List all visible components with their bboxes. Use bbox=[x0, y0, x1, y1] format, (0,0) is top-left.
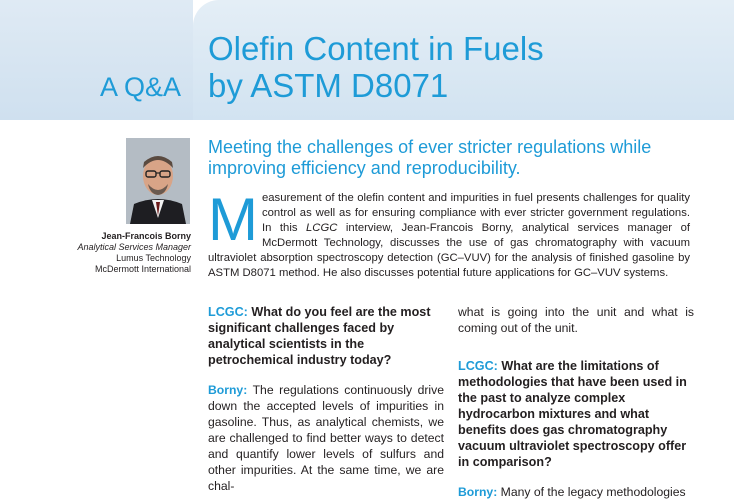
intro-text-1: easurement of the olefin content and impurities in fuel presents challenges for quality control as well as for ensuring compliance with ever stricter government regulations. In this bbox=[261, 192, 690, 235]
author-photo bbox=[126, 138, 190, 224]
answer-2 bbox=[458, 484, 694, 500]
author-name: Jean-Francois Borny bbox=[101, 231, 191, 241]
question-1-text: What do you feel are the most significant challenges faced by analytical scientists in the petrochemical industry today? bbox=[208, 305, 431, 367]
intro-italic: LCGC bbox=[306, 222, 338, 235]
answer-1 bbox=[208, 382, 444, 494]
article-title bbox=[208, 30, 544, 104]
question-1-label: LCGC: bbox=[208, 305, 248, 319]
column-1 bbox=[208, 304, 444, 494]
answer-2-text: Many of the legacy methodologies bbox=[497, 485, 686, 499]
drop-cap: M bbox=[208, 186, 258, 253]
author-role: Analytical Services Manager bbox=[77, 242, 191, 252]
answer-1-continued: what is going into the unit and what is coming out of the unit. bbox=[458, 305, 694, 335]
answer-1-text: The regulations continuously drive down the accepted levels of impurities in gasoline. Thus, as analytical chemists, we are challenged to find better ways to detect and quantify lower levels of sulfurs and other impurities. At the same time, we are chal- bbox=[208, 383, 444, 493]
section-label: A Q&A bbox=[99, 72, 181, 102]
author-bio bbox=[77, 231, 191, 275]
intro-text-2: interview, Jean-Francois Borny, analytical services manager of McDermott Technology, discusses the use of gas chromatography with vacuum ultraviolet absorption spectroscopy detection (GC–VUV) for the analysis of finished gasoline by ASTM D8071 method. He also discusses potential future applications for GC–VUV systems. bbox=[208, 222, 691, 280]
answer-1-label: Borny: bbox=[208, 383, 248, 397]
question-2-text: What are the limitations of methodologies that have been used in the past to analyze complex hydrocarbon mixtures and what benefits does gas chromatography vacuum ultraviolet spectroscopy offer in comparison? bbox=[458, 359, 687, 469]
question-1 bbox=[208, 304, 444, 368]
article-subtitle: Meeting the challenges of ever stricter regulations while improving efficiency and reproducibility. bbox=[208, 137, 652, 178]
question-2-label: LCGC: bbox=[458, 359, 498, 373]
question-2 bbox=[458, 358, 694, 470]
intro-paragraph bbox=[208, 186, 691, 282]
title-line-1: Olefin Content in Fuels bbox=[208, 30, 544, 67]
answer-2-label: Borny: bbox=[458, 485, 498, 499]
author-company-2: McDermott International bbox=[94, 264, 191, 274]
title-line-2: by ASTM D8071 bbox=[208, 67, 449, 104]
column-2 bbox=[458, 304, 694, 500]
author-company-1: Lumus Technology bbox=[116, 253, 191, 263]
